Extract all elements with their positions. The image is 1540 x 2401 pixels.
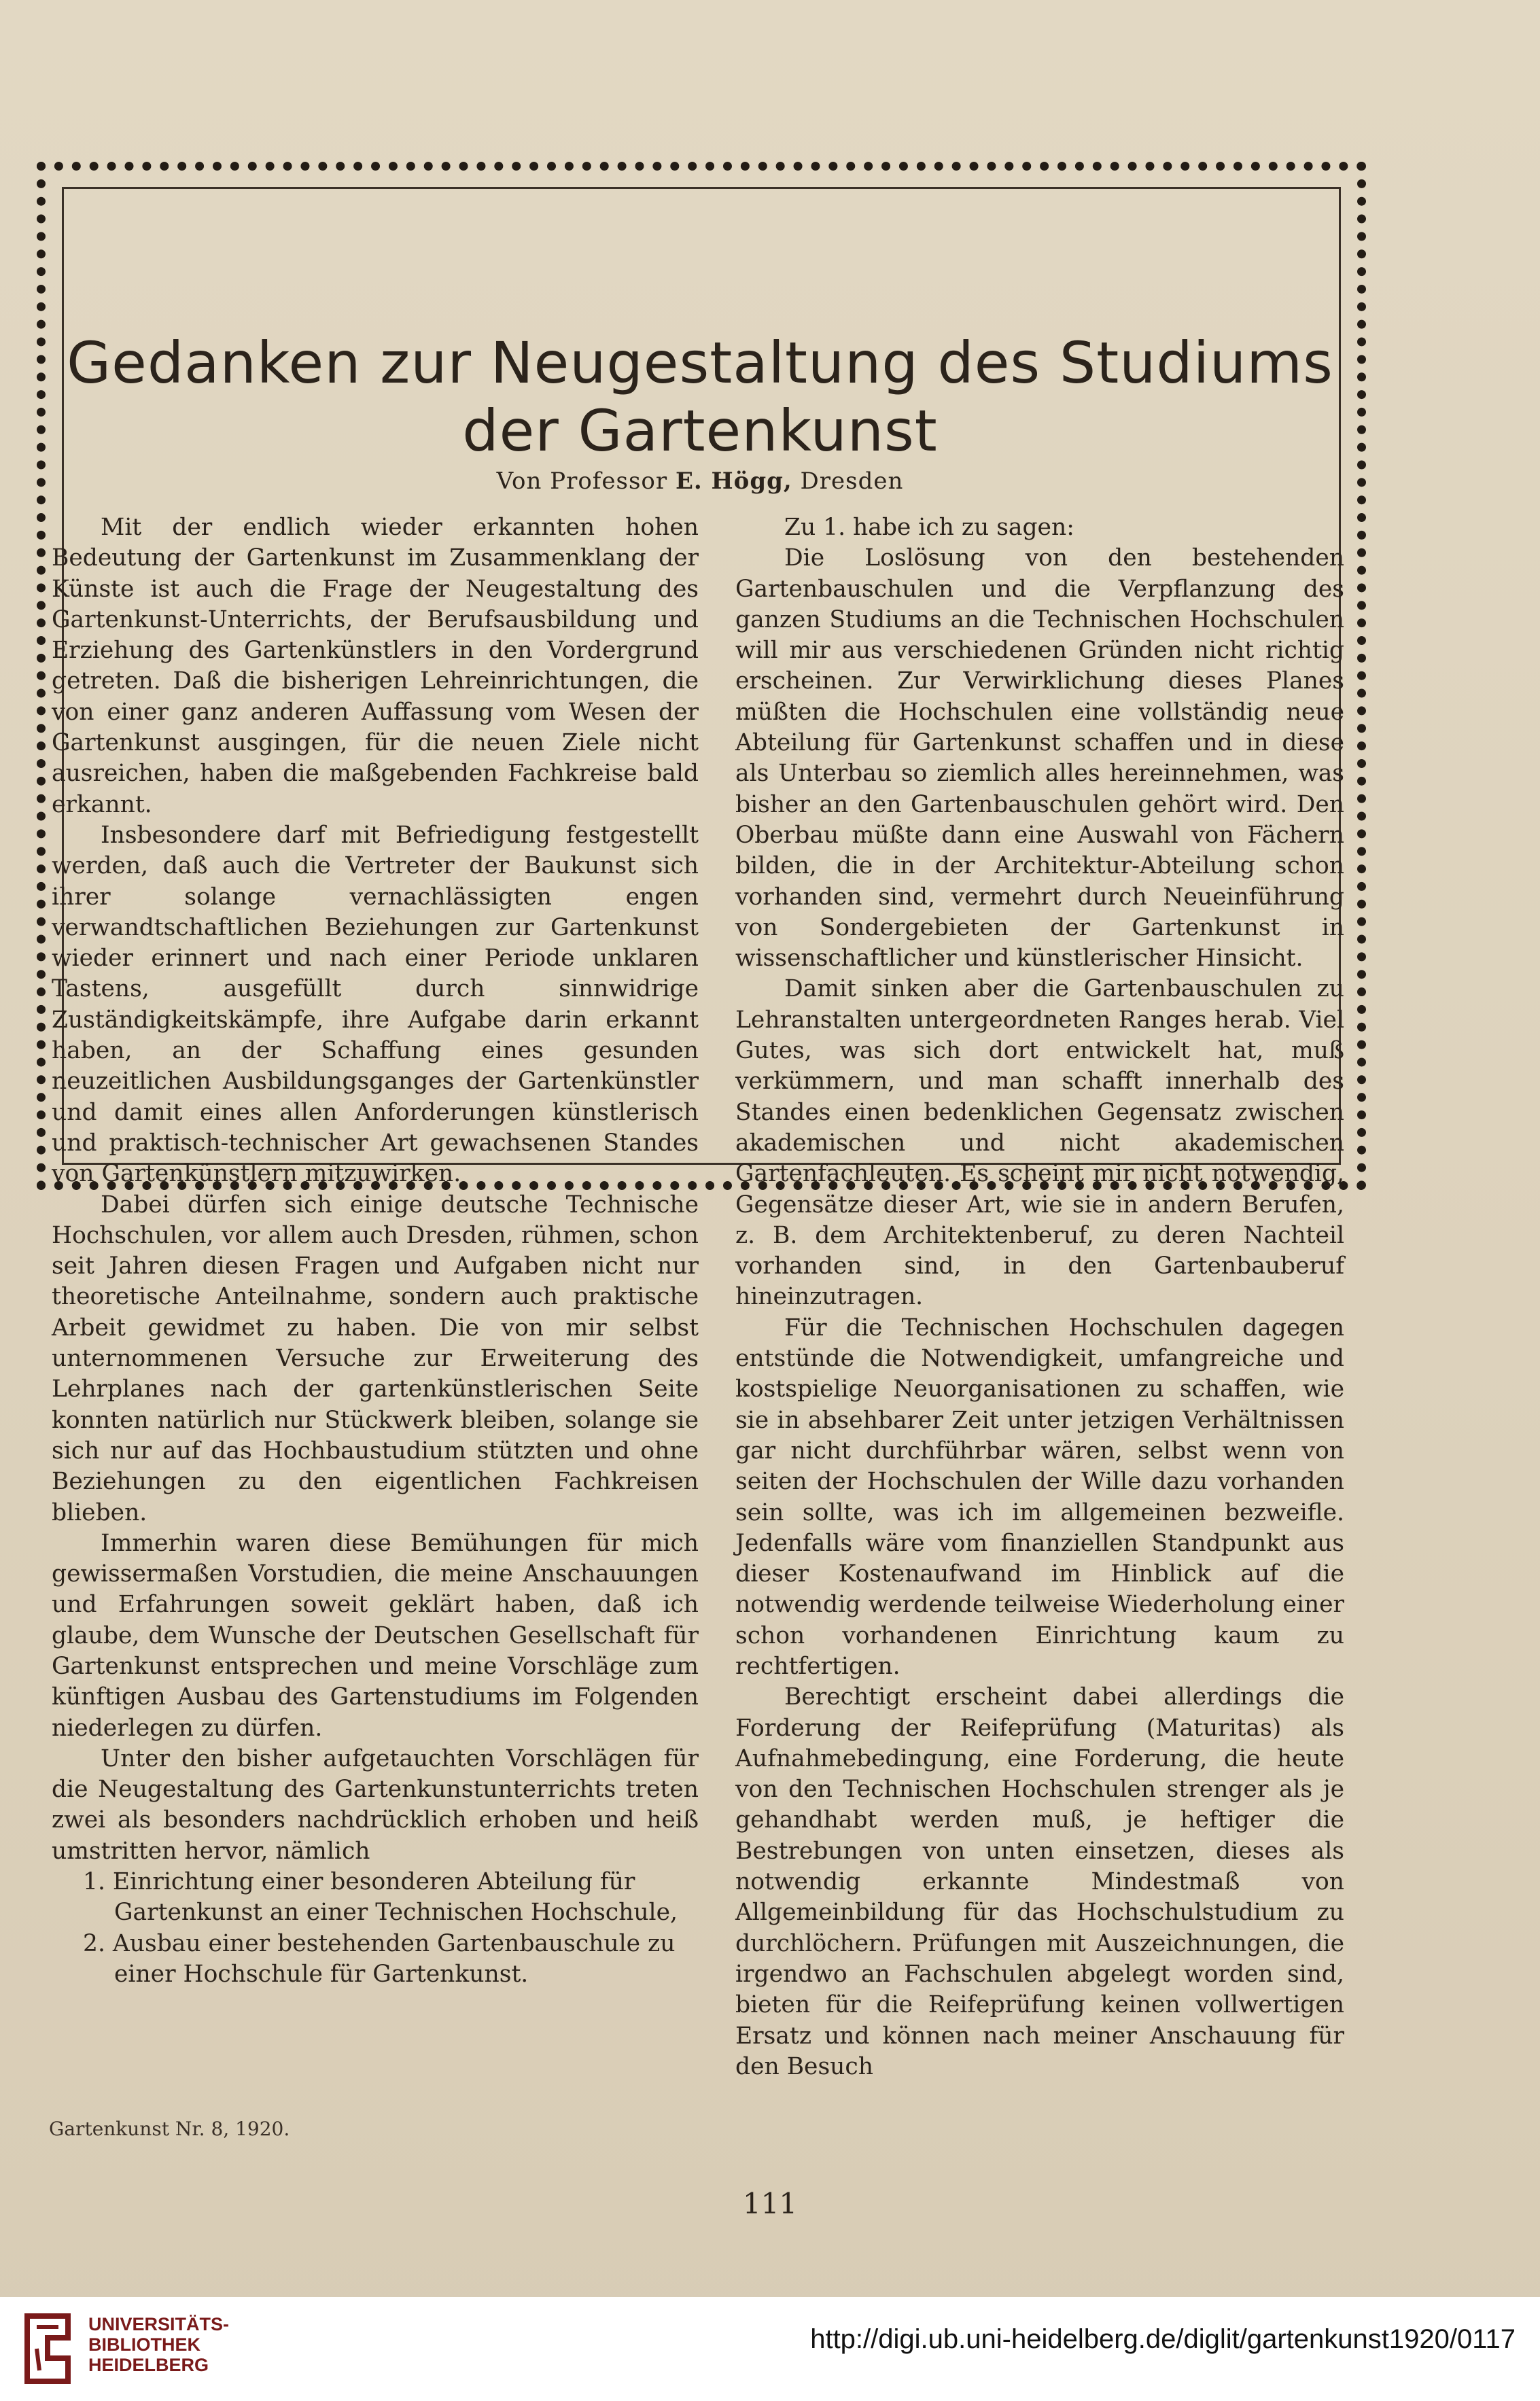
- right-text-column: [735, 512, 1344, 2082]
- byline-prefix: Von Professor: [496, 468, 668, 495]
- paragraph: Unter den bisher aufgetauchten Vorschlägen für die Neugestaltung des Gartenkunstunterrichts treten zwei als besonders nachdrücklich erhoben und heiß umstritten hervor, nämlich: [52, 1745, 699, 1865]
- page-number: 111: [742, 2187, 798, 2220]
- article-title-line-1: Gedanken zur Neugestaltung des Studiums: [67, 330, 1333, 396]
- list-item: 1. Einrichtung einer besonderen Abteilung für Gartenkunst an einer Technischen Hochschule,: [83, 1868, 678, 1927]
- library-name-line-2: BIBLIOTHEK: [88, 2334, 200, 2355]
- byline-place: Dresden: [800, 468, 904, 495]
- library-logo-icon: [20, 2311, 76, 2387]
- paragraph: Zu 1. habe ich zu sagen:: [784, 514, 1074, 541]
- list-item: 2. Ausbau einer bestehenden Gartenbauschule zu einer Hochschule für Gartenkunst.: [83, 1929, 676, 1988]
- library-name-line-3: HEIDELBERG: [88, 2355, 209, 2375]
- paragraph: Berechtigt erscheint dabei allerdings die Forderung der Reifeprüfung (Maturitas) als Aufnahmebedingung, eine Forderung, die heute von den Technischen Hochschulen strenger als je gehandhabt werden muß, je heftiger die Bestrebungen von unten einsetzen, dieses als notwendig erkannte Mindestmaß von Allgemeinbildung für das Hochschulstudium zu durchlöchern. Prüfungen mit Auszeichnungen, die irgendwo an Fachschulen abgelegt worden sind, bieten für die Reifeprüfung keinen vollwertigen Ersatz und können nach meiner Anschauung für den Besuch: [735, 1683, 1344, 2080]
- left-text-column: [52, 512, 699, 1990]
- byline: [61, 468, 1339, 495]
- journal-reference: Gartenkunst Nr. 8, 1920.: [49, 2118, 290, 2140]
- library-name: [88, 2314, 229, 2375]
- article-title-line-2: der Gartenkunst: [462, 398, 938, 464]
- paragraph: Für die Technischen Hochschulen dagegen entstünde die Notwendigkeit, umfangreiche und kostspielige Neuorganisationen zu schaffen, wie sie in absehbarer Zeit unter jetzigen Verhältnissen gar nicht durchführbar wären, selbst wenn von seiten der Hochschulen der Wille dazu vorhanden sein sollte, was ich im allgemeinen bezweifle. Jedenfalls wäre vom finanziellen Standpunkt aus dieser Kostenaufwand im Hinblick auf die notwendig werdende teilweise Wiederholung einer schon vorhandenen Einrichtung kaum zu rechtfertigen.: [735, 1314, 1344, 1680]
- paragraph: Dabei dürfen sich einige deutsche Technische Hochschulen, vor allem auch Dresden, rühmen, schon seit Jahren diesen Fragen und Aufgaben nicht nur theoretische Anteilnahme, sondern auch praktische Arbeit gewidmet zu haben. Die von mir selbst unternommenen Versuche zur Erweiterung des Lehrplanes nach der gartenkünstlerischen Seite konnten natürlich nur Stückwerk bleiben, solange sie sich nur auf das Hochbaustudium stützten und ohne Beziehungen zu den eigentlichen Fachkreisen blieben.: [52, 1191, 699, 1526]
- paragraph: Insbesondere darf mit Befriedigung festgestellt werden, daß auch die Vertreter der Baukunst sich ihrer solange vernachlässigten engen verwandtschaftlichen Beziehungen zur Gartenkunst wieder erinnert und nach einer Periode unklaren Tastens, ausgefüllt durch sinnwidrige Zuständigkeitskämpfe, ihre Aufgabe darin erkannt haben, an der Schaffung eines gesunden neuzeitlichen Ausbildungsganges der Gartenkünstler und damit eines allen Anforderungen künstlerisch und praktisch-technischer Art gewachsenen Standes von Gartenkünstlern mitzuwirken.: [52, 821, 699, 1188]
- author-name: E. Högg,: [675, 468, 792, 495]
- paragraph: Damit sinken aber die Gartenbauschulen zu Lehranstalten untergeordneten Ranges herab. Viel Gutes, was sich dort entwickelt hat, muß verkümmern, und man schafft innerhalb des Standes einen bedenklichen Gegensatz zwischen akademischen und nicht akademischen Gartenfachleuten. Es scheint mir nicht notwendig, Gegensätze dieser Art, wie sie in andern Berufen, z. B. dem Architektenberuf, zu deren Nachteil vorhanden sind, in den Gartenbauberuf hineinzutragen.: [735, 975, 1344, 1311]
- library-name-line-1: UNIVERSITÄTS-: [88, 2314, 230, 2334]
- paragraph: Die Loslösung von den bestehenden Gartenbauschulen und die Verpflanzung des ganzen Studiums an die Technischen Hochschulen will mir aus verschiedenen Gründen nicht richtig erscheinen. Zur Verwirklichung dieses Planes müßten die Hochschulen eine vollständig neue Abteilung für Gartenkunst schaffen und in diese als Unterbau so ziemlich alles hereinnehmen, was bisher an den Gartenbauschulen gehört wird. Den Oberbau müßte dann eine Auswahl von Fächern bilden, die in der Architektur-Abteilung schon vorhanden sind, vermehrt durch Neueinführung von Sondergebieten der Gartenkunst in wissenschaftlicher und künstlerischer Hinsicht.: [735, 544, 1344, 972]
- paragraph: Mit der endlich wieder erkannten hohen Bedeutung der Gartenkunst im Zusammenklang der Künste ist auch die Frage der Neugestaltung des Gartenkunst-Unterrichts, der Berufsausbildung und Erziehung des Gartenkünstlers in den Vordergrund getreten. Daß die bisherigen Lehreinrichtungen, die von einer ganz anderen Auffassung vom Wesen der Gartenkunst ausgingen, für die neuen Ziele nicht ausreichen, haben die maßgebenden Fachkreise bald erkannt.: [52, 514, 699, 818]
- paragraph: Immerhin waren diese Bemühungen für mich gewissermaßen Vorstudien, die meine Anschauungen und Erfahrungen soweit geklärt haben, daß ich glaube, dem Wunsche der Deutschen Gesellschaft für Gartenkunst entsprechen und meine Vorschläge zum künftigen Ausbau des Gartenstudiums im Folgenden niederlegen zu dürfen.: [52, 1529, 699, 1742]
- source-url-link[interactable]: http://digi.ub.uni-heidelberg.de/diglit/gartenkunst1920/0117: [810, 2324, 1516, 2354]
